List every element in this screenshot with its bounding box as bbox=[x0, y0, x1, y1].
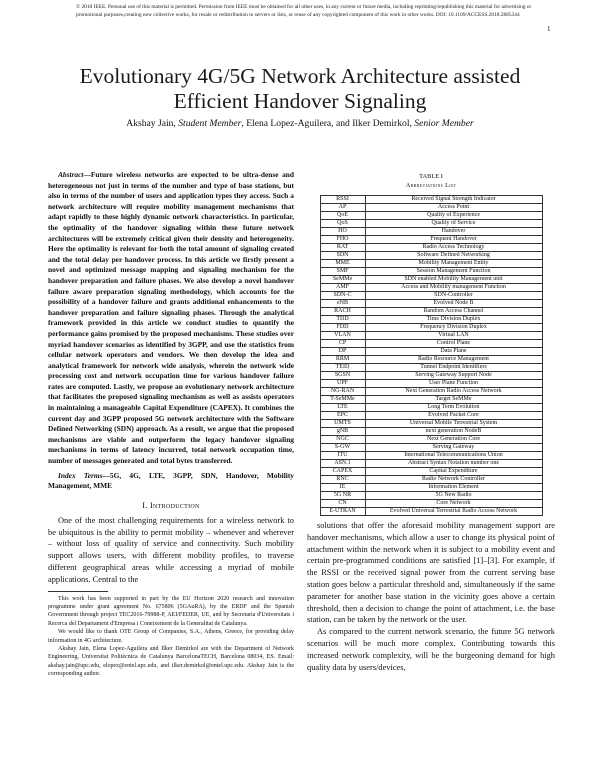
abbr-term: TEID bbox=[320, 364, 365, 372]
table-row bbox=[320, 500, 542, 508]
title-line-2: Efficient Handover Signaling bbox=[173, 89, 427, 113]
table-row bbox=[320, 420, 542, 428]
table-row bbox=[320, 476, 542, 484]
table-row bbox=[320, 364, 542, 372]
right-column bbox=[307, 170, 555, 673]
abbr-definition: International Telecommunications Union bbox=[365, 452, 542, 460]
table-caption bbox=[307, 172, 555, 190]
abbr-definition: Capital Expenditure bbox=[365, 468, 542, 476]
abbr-term: RNC bbox=[320, 476, 365, 484]
table-row bbox=[320, 308, 542, 316]
table-row bbox=[320, 300, 542, 308]
index-terms-lead: Index Terms bbox=[58, 470, 103, 480]
abbr-term: DP bbox=[320, 348, 365, 356]
index-terms bbox=[48, 471, 294, 492]
abbr-definition: Random Access Channel bbox=[365, 308, 542, 316]
table-row bbox=[320, 412, 542, 420]
table-row bbox=[320, 204, 542, 212]
table-row bbox=[320, 268, 542, 276]
abbr-term: SDN bbox=[320, 252, 365, 260]
abstract-lead: Abstract bbox=[58, 170, 84, 179]
author-line bbox=[30, 118, 570, 130]
author-2-3: , Elena Lopez-Aguilera, and Ilker Demirkol, bbox=[241, 118, 412, 129]
section-heading-introduction bbox=[48, 501, 294, 510]
abbr-definition: Radio Resource Management bbox=[365, 356, 542, 364]
abbr-term: UMTS bbox=[320, 420, 365, 428]
abbr-definition: Serving Gateway bbox=[365, 444, 542, 452]
table-title: Abbreviations List bbox=[405, 182, 457, 189]
abbr-definition: Access and Mobility management Function bbox=[365, 284, 542, 292]
table-row bbox=[320, 348, 542, 356]
table-row bbox=[320, 324, 542, 332]
abbr-definition: Quality of Service bbox=[365, 220, 542, 228]
table-row bbox=[320, 396, 542, 404]
section-title: Introduction bbox=[150, 500, 200, 510]
abbr-definition: Abstract Syntax Notation number one bbox=[365, 460, 542, 468]
abbr-definition: Evolved Universal Terrestrial Radio Access Network bbox=[365, 508, 542, 516]
page-number: 1 bbox=[547, 25, 551, 33]
abbr-term: RACH bbox=[320, 308, 365, 316]
abbr-definition: 5G New Radio bbox=[365, 492, 542, 500]
abbr-term: RAT bbox=[320, 244, 365, 252]
abbr-definition: Received Signal Strength Indicator bbox=[365, 196, 542, 204]
abbr-term: ITU bbox=[320, 452, 365, 460]
abbr-term: SeMMe bbox=[320, 276, 365, 284]
abbr-definition: Data Plane bbox=[365, 348, 542, 356]
abbr-term: ASN.1 bbox=[320, 460, 365, 468]
abbr-term: gNB bbox=[320, 428, 365, 436]
abbr-definition: next generation NodeB bbox=[365, 428, 542, 436]
table-row bbox=[320, 236, 542, 244]
abbr-term: MME bbox=[320, 260, 365, 268]
abstract-text: —Future wireless networks are expected to be ultra-dense and heterogeneous not just in terms of the number and type of base stations, but also in terms of the number of users and application types they access. Such a network architecture will require mobility management mechanisms that adapt rapidly to these highly dynamic network characteristics. In particular, the optimality of the handover signaling within these future network architectures will be extremely critical given their density and heterogeneity. Here the optimality is relevant for both the total amount of signaling created and the total delay per handover process. In this article we firstly present a novel and optimized message mapping and signaling mechanism for the handover preparation and failure phases. We also develop a novel handover failure aware preparation signaling methodology, which accounts for the possibility of a handover failure and grants additional enhancements to the handover preparation and failure signaling phases. Through the analytical framework provided in this article we conduct studies to quantify the performance gains promised by the proposed mechanisms. These studies over myriad handover scenarios as identified by 3GPP, and use the statistics from cellular network operators and vendors. We then develop the idea and analytical framework for network wide analysis, wherein the network wide processing cost and network occupation time for various handover failure rates are computed. Lastly, we propose an evolutionary network architecture that facilitates the proposed signaling mechanism as well as assists operators in maintaining a manageable Capital Expenditure (CAPEX). It combines the current day and 3GPP proposed 5G network architecture with the Software Defined Networking (SDN) approach. As a result, we argue that the proposed mechanisms are viable and outperform the legacy handover signaling mechanisms in terms of latency incurred, total network occupation time, number of messages generated and total bytes transferred. bbox=[48, 170, 294, 466]
abbr-term: FHO bbox=[320, 236, 365, 244]
author-1-role: Student Member bbox=[178, 118, 242, 129]
table-row bbox=[320, 372, 542, 380]
table-row bbox=[320, 212, 542, 220]
footnote-funding: This work has been supported in part by the EU Horizon 2020 research and innovation programme under grant agreement No. 675806 (5GAuRA), by the ERDF and the Spanish Government through project TEC2016-79988-P, AEI/FEDER, UE, and by Secretaria d'Universitats i Recerca del Departament d'Empresa i Coneixement de la Generalitat de Catalunya. bbox=[48, 595, 294, 627]
abbr-definition: Software Defined Networking bbox=[365, 252, 542, 260]
abbr-definition: Mobility Management Entity bbox=[365, 260, 542, 268]
abbr-term: VLAN bbox=[320, 332, 365, 340]
abbr-definition: Information Element bbox=[365, 484, 542, 492]
abbr-term: HO bbox=[320, 228, 365, 236]
table-row bbox=[320, 508, 542, 516]
table-row bbox=[320, 220, 542, 228]
table-row bbox=[320, 452, 542, 460]
abbr-term: QoS bbox=[320, 220, 365, 228]
table-row bbox=[320, 404, 542, 412]
title-line-1: Evolutionary 4G/5G Network Architecture assisted bbox=[79, 64, 521, 88]
abbr-term: LTE bbox=[320, 404, 365, 412]
abbr-term: 5G NR bbox=[320, 492, 365, 500]
index-terms-text: —5G, 4G, LTE, 3GPP, SDN, Handover, Mobility Management, MME bbox=[48, 470, 294, 491]
table-row bbox=[320, 252, 542, 260]
abbr-definition: Frequent Handover bbox=[365, 236, 542, 244]
table-number: TABLE I bbox=[419, 173, 443, 180]
abbr-term: EPC bbox=[320, 412, 365, 420]
author-1: Akshay Jain, bbox=[126, 118, 176, 129]
abbr-term: AP bbox=[320, 204, 365, 212]
abbr-definition: Virtual LAN bbox=[365, 332, 542, 340]
abbr-term: NG-RAN bbox=[320, 388, 365, 396]
abbr-term: eNB bbox=[320, 300, 365, 308]
abbr-term: UPF bbox=[320, 380, 365, 388]
footnote-acknowledgement: We would like to thank OTE Group of Companies, S.A., Athens, Greece, for providing delay information in 4G architecture. bbox=[48, 629, 294, 644]
abbr-definition: Universal Mobile Terrestrial System bbox=[365, 420, 542, 428]
abstract bbox=[48, 170, 294, 467]
table-row bbox=[320, 428, 542, 436]
table-row bbox=[320, 284, 542, 292]
footnote-divider bbox=[48, 591, 108, 592]
table-row bbox=[320, 380, 542, 388]
intro-paragraph-3: As compared to the current network scenario, the future 5G network scenarios will be much more complex. Contributing towards this increased network complexity, will be the burgeoning demand for high quality data by users/devices, bbox=[307, 627, 555, 672]
table-row bbox=[320, 444, 542, 452]
table-row bbox=[320, 276, 542, 284]
abbr-definition: User Plane Function bbox=[365, 380, 542, 388]
abbr-term: NGC bbox=[320, 436, 365, 444]
abbr-definition: Evolved Node B bbox=[365, 300, 542, 308]
table-row bbox=[320, 388, 542, 396]
section-numeral: I. bbox=[142, 500, 148, 510]
abbr-definition: Time Division Duplex bbox=[365, 316, 542, 324]
abbr-definition: Long Term Evolution bbox=[365, 404, 542, 412]
abbr-term: AMF bbox=[320, 284, 365, 292]
intro-paragraph-1: One of the most challenging requirements for a wireless network to be ubiquitous is the ability to permit mobility – whenever and wherever – without loss of quality of service and connectivity. Such mobility support allows users, with different mobility profiles, to traverse different geographical areas while accessing a myriad of mobile applications. Central to the bbox=[48, 515, 294, 584]
abbreviations-table bbox=[320, 195, 543, 516]
table-row bbox=[320, 436, 542, 444]
abbr-definition: Radio Network Controller bbox=[365, 476, 542, 484]
abbr-definition: Core Network bbox=[365, 500, 542, 508]
table-row bbox=[320, 460, 542, 468]
abbr-term: T-SeMMe bbox=[320, 396, 365, 404]
abbr-definition: Control Plane bbox=[365, 340, 542, 348]
abbr-definition: Tunnel Endpoint Identifiers bbox=[365, 364, 542, 372]
abbr-term: IE bbox=[320, 484, 365, 492]
abbr-definition: Next Generation Core bbox=[365, 436, 542, 444]
abbr-term: FDD bbox=[320, 324, 365, 332]
paper-title bbox=[30, 64, 570, 114]
abbr-definition: Access Point bbox=[365, 204, 542, 212]
abbr-definition: SDN enabled Mobility Management unit bbox=[365, 276, 542, 284]
abbr-term: RRM bbox=[320, 356, 365, 364]
table-row bbox=[320, 260, 542, 268]
copyright-notice: © 2018 IEEE. Personal use of this material is permitted. Permission from IEEE must be obtained for all other uses, in any current or future media, including reprinting/republishing this material for advertising or promotional purposes,creating new collective works, for resale or redistribution to servers or lists, or reuse of any copyrighted component of this work in other works. DOI: 10.1109/ACCESS.2018.2885344 bbox=[76, 4, 532, 18]
abbr-term: CN bbox=[320, 500, 365, 508]
abbr-term: SGSN bbox=[320, 372, 365, 380]
abbr-definition: Handover bbox=[365, 228, 542, 236]
table-row bbox=[320, 244, 542, 252]
abbr-definition: Next Generation Radio Access Network bbox=[365, 388, 542, 396]
table-row bbox=[320, 484, 542, 492]
abbr-term: QoE bbox=[320, 212, 365, 220]
abbr-term: E-UTRAN bbox=[320, 508, 365, 516]
table-row bbox=[320, 468, 542, 476]
footnote-affiliations: Akshay Jain, Elena Lopez-Aguilera and Ilker Demirkol are with the Department of Network Engineering, Universitat Politècnica de Catalunya BarcelonaTECH, Barcelona 08034, ES. Email: akshay.jain@upc.edu, elopez@entel.upc.edu, and ilker.demirkol@entel.upc.edu. Akshay Jain is the corresponding author. bbox=[48, 646, 294, 678]
abbr-definition: Quality of Experience bbox=[365, 212, 542, 220]
table-row bbox=[320, 492, 542, 500]
table-row bbox=[320, 356, 542, 364]
abbr-term: RSSI bbox=[320, 196, 365, 204]
abbr-term: TDD bbox=[320, 316, 365, 324]
abbr-definition: Frequency Division Duplex bbox=[365, 324, 542, 332]
abbr-definition: Evolved Packet Core bbox=[365, 412, 542, 420]
table-row bbox=[320, 332, 542, 340]
abbr-definition: Radio Access Technology bbox=[365, 244, 542, 252]
abbr-definition: Serving Gateway Support Node bbox=[365, 372, 542, 380]
table-row bbox=[320, 292, 542, 300]
intro-paragraph-2: solutions that offer the aforesaid mobility management support are handover mechanisms, which allow a user to change its physical point of attachment within the network when it is subject to a mobility event and certain pre-programmed conditions are satisfied [1]–[3]. For example, if the RSSI or the received signal power from the current serving base station goes below a particular threshold and, simultaneously if the same parameter for another base station in the vicinity goes above a certain threshold, then a decision to change the point of attachment, i.e. the base station, can be taken by the network or the user. bbox=[307, 521, 555, 625]
abbr-definition: Target SeMMe bbox=[365, 396, 542, 404]
abbr-term: CAPEX bbox=[320, 468, 365, 476]
abbr-term: SDN-C bbox=[320, 292, 365, 300]
table-row bbox=[320, 340, 542, 348]
abbr-definition: SDN-Controller bbox=[365, 292, 542, 300]
table-row bbox=[320, 196, 542, 204]
table-row bbox=[320, 228, 542, 236]
author-3-role: Senior Member bbox=[414, 118, 474, 129]
table-row bbox=[320, 316, 542, 324]
right-column-text bbox=[307, 520, 555, 673]
left-column bbox=[48, 170, 294, 679]
abbr-term: CP bbox=[320, 340, 365, 348]
abbr-term: SMF bbox=[320, 268, 365, 276]
abbr-definition: Session Management Function bbox=[365, 268, 542, 276]
abbr-term: S-GW bbox=[320, 444, 365, 452]
